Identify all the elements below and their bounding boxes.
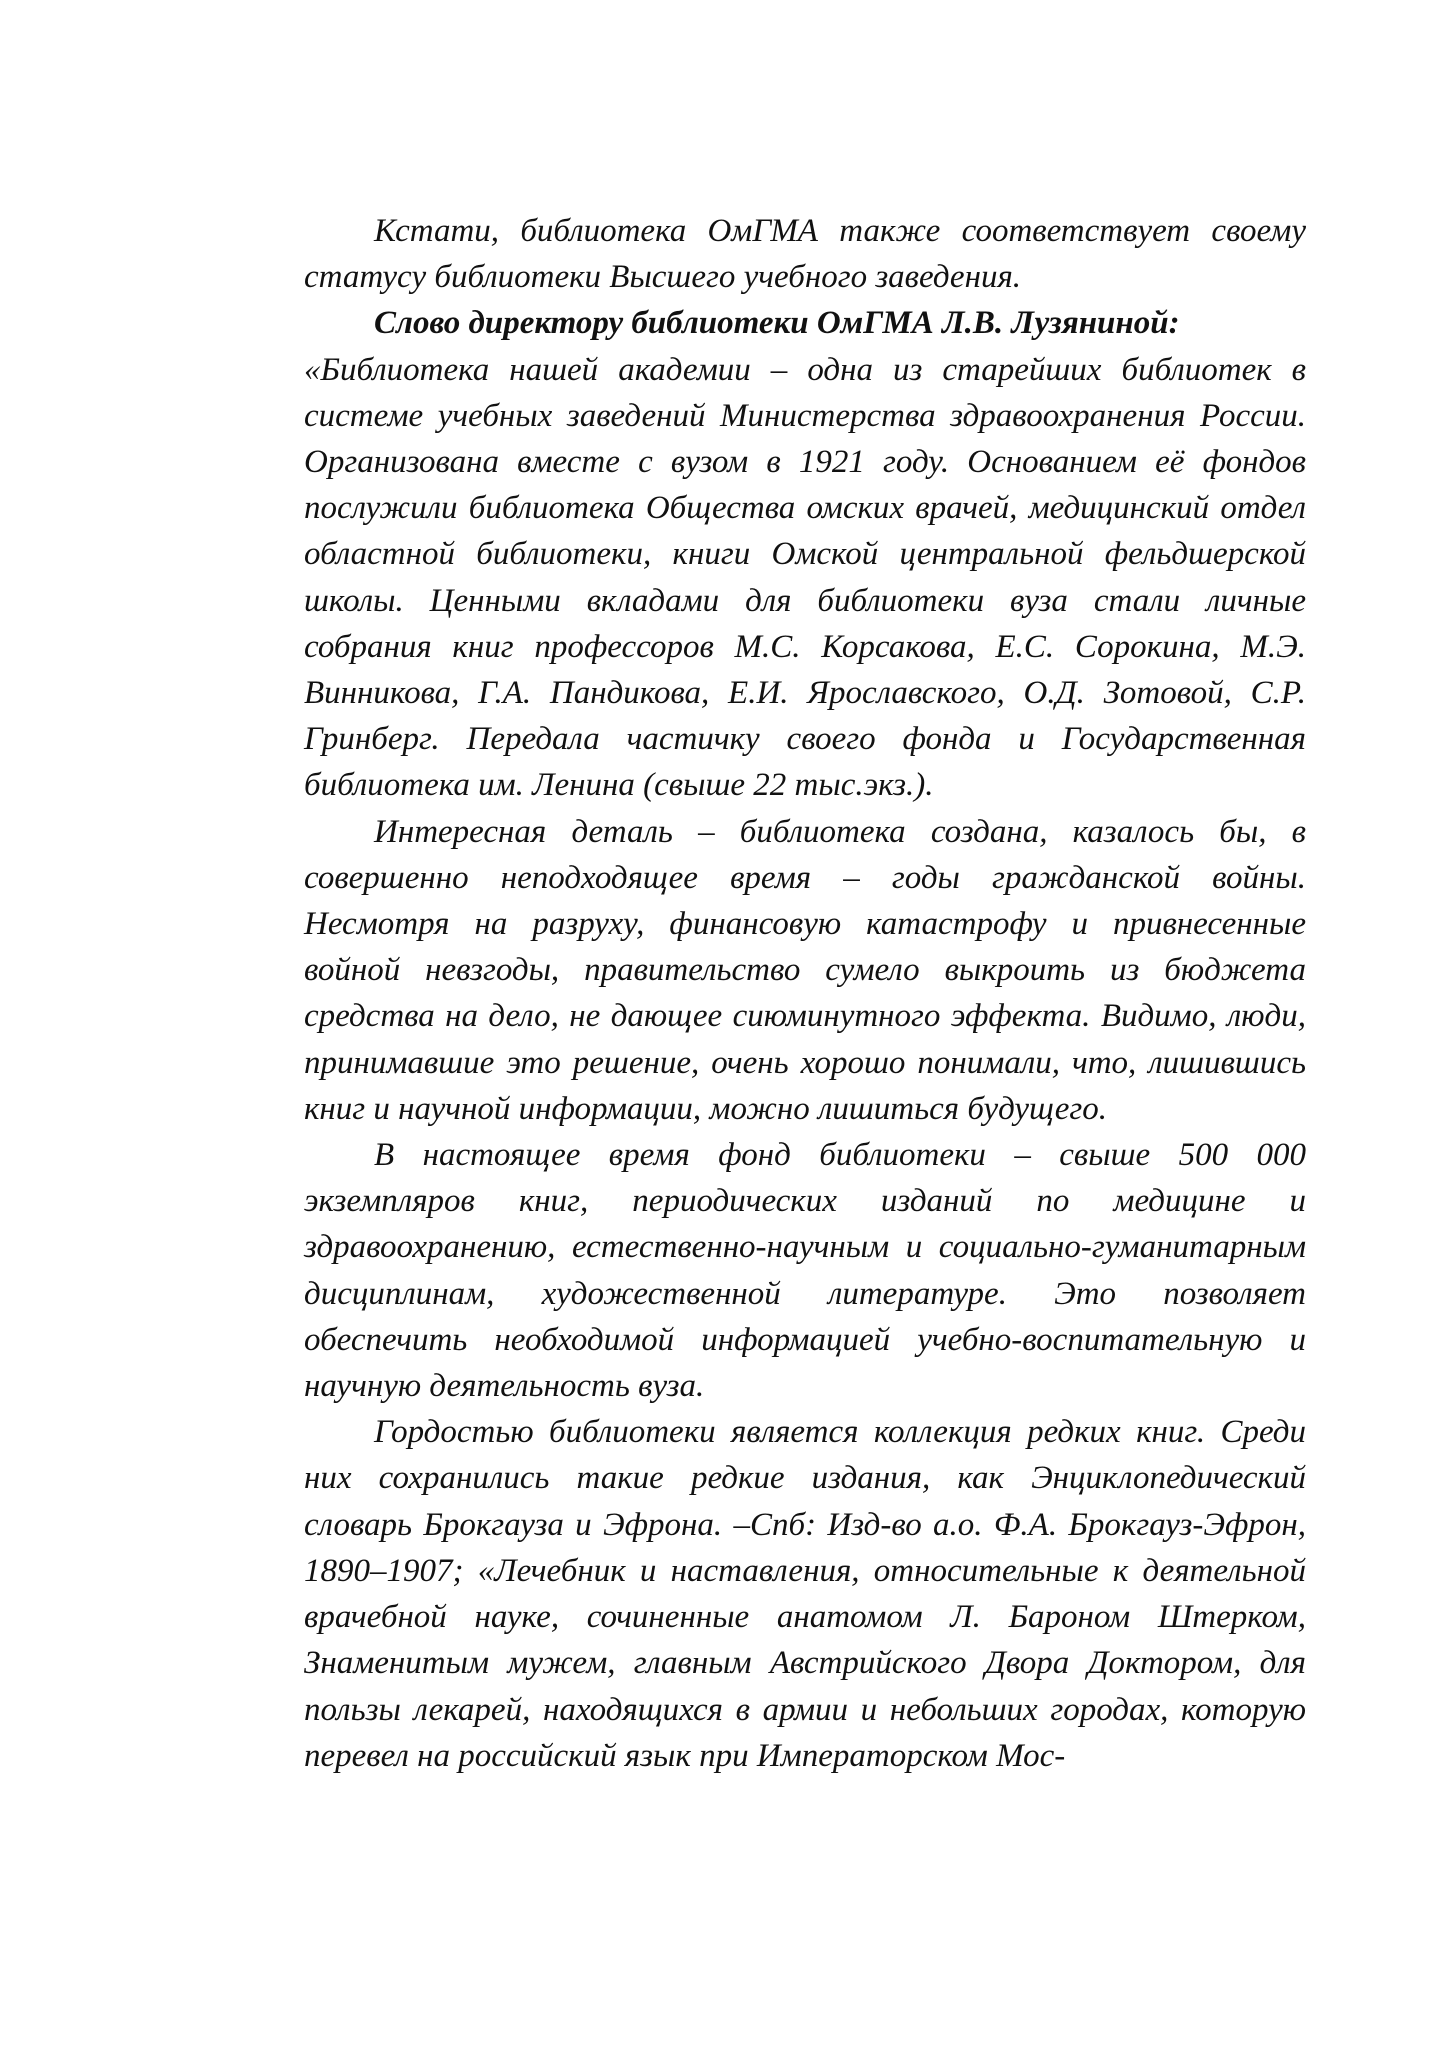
body-text — [304, 208, 1306, 1779]
director-heading: Слово директору библиотеки ОмГМА Л.В. Лузяниной: — [374, 305, 1180, 342]
paragraph-4: В настоящее время фонд библиотеки – свыше 500 000 экземпляров книг, периодических изданий по медицине и здравоохранению, естественно-научным и социально-гуманитарным дисциплинам, художественной литературе. Это позволяет обеспечить необходимой информацией учебно-воспитательную и научную деятельность вуза. — [304, 1137, 1306, 1405]
paragraph-1: Кстати, библиотека ОмГМА также соответствует своему статусу библиотеки Высшего учебного заведения. — [304, 213, 1306, 296]
director-quote: «Библиотека нашей академии – одна из старейших библиотек в системе учебных заведений Министерства здравоохранения России. Организована вместе с вузом в 1921 году. Основанием её фондов послужили библиотека Общества омских врачей, медицинский отдел областной библиотеки, книги Омской центральной фельдшерской школы. Ценными вкладами для библиотеки вуза стали личные собрания книг профессоров М.С. Корсакова, Е.С. Сорокина, М.Э. Винникова, Г.А. Пандикова, Е.И. Ярославского, О.Д. Зотовой, С.Р. Гринберг. Передала частичку своего фонда и Государственная библиотека им. Ленина (свыше 22 тыс.экз.). — [304, 351, 1306, 804]
paragraph-5: Гордостью библиотеки является коллекция редких книг. Среди них сохранились такие редкие издания, как Энциклопедический словарь Брокгауза и Эфрона. –Спб: Изд-во а.о. Ф.А. Брокгауз-Эфрон, 1890–1907; «Лечебник и наставления, относительные к деятельной врачебной науке, сочиненные анатомом Л. Бароном Штерком, Знаменитым мужем, главным Австрийского Двора Доктором, для пользы лекарей, находящихся в армии и небольших городах, которую перевел на российский язык при Императорском Мос- — [304, 1414, 1306, 1774]
paragraph-2 — [304, 300, 1306, 808]
paragraph-3: Интересная деталь – библиотека создана, казалось бы, в совершенно неподходящее время – годы гражданской войны. Несмотря на разруху, финансовую катастрофу и привнесенные войной невзгоды, правительство сумело выкроить из бюджета средства на дело, не дающее сиюминутного эффекта. Видимо, люди, принимавшие это решение, очень хорошо понимали, что, лишившись книг и научной информации, можно лишиться будущего. — [304, 813, 1306, 1127]
